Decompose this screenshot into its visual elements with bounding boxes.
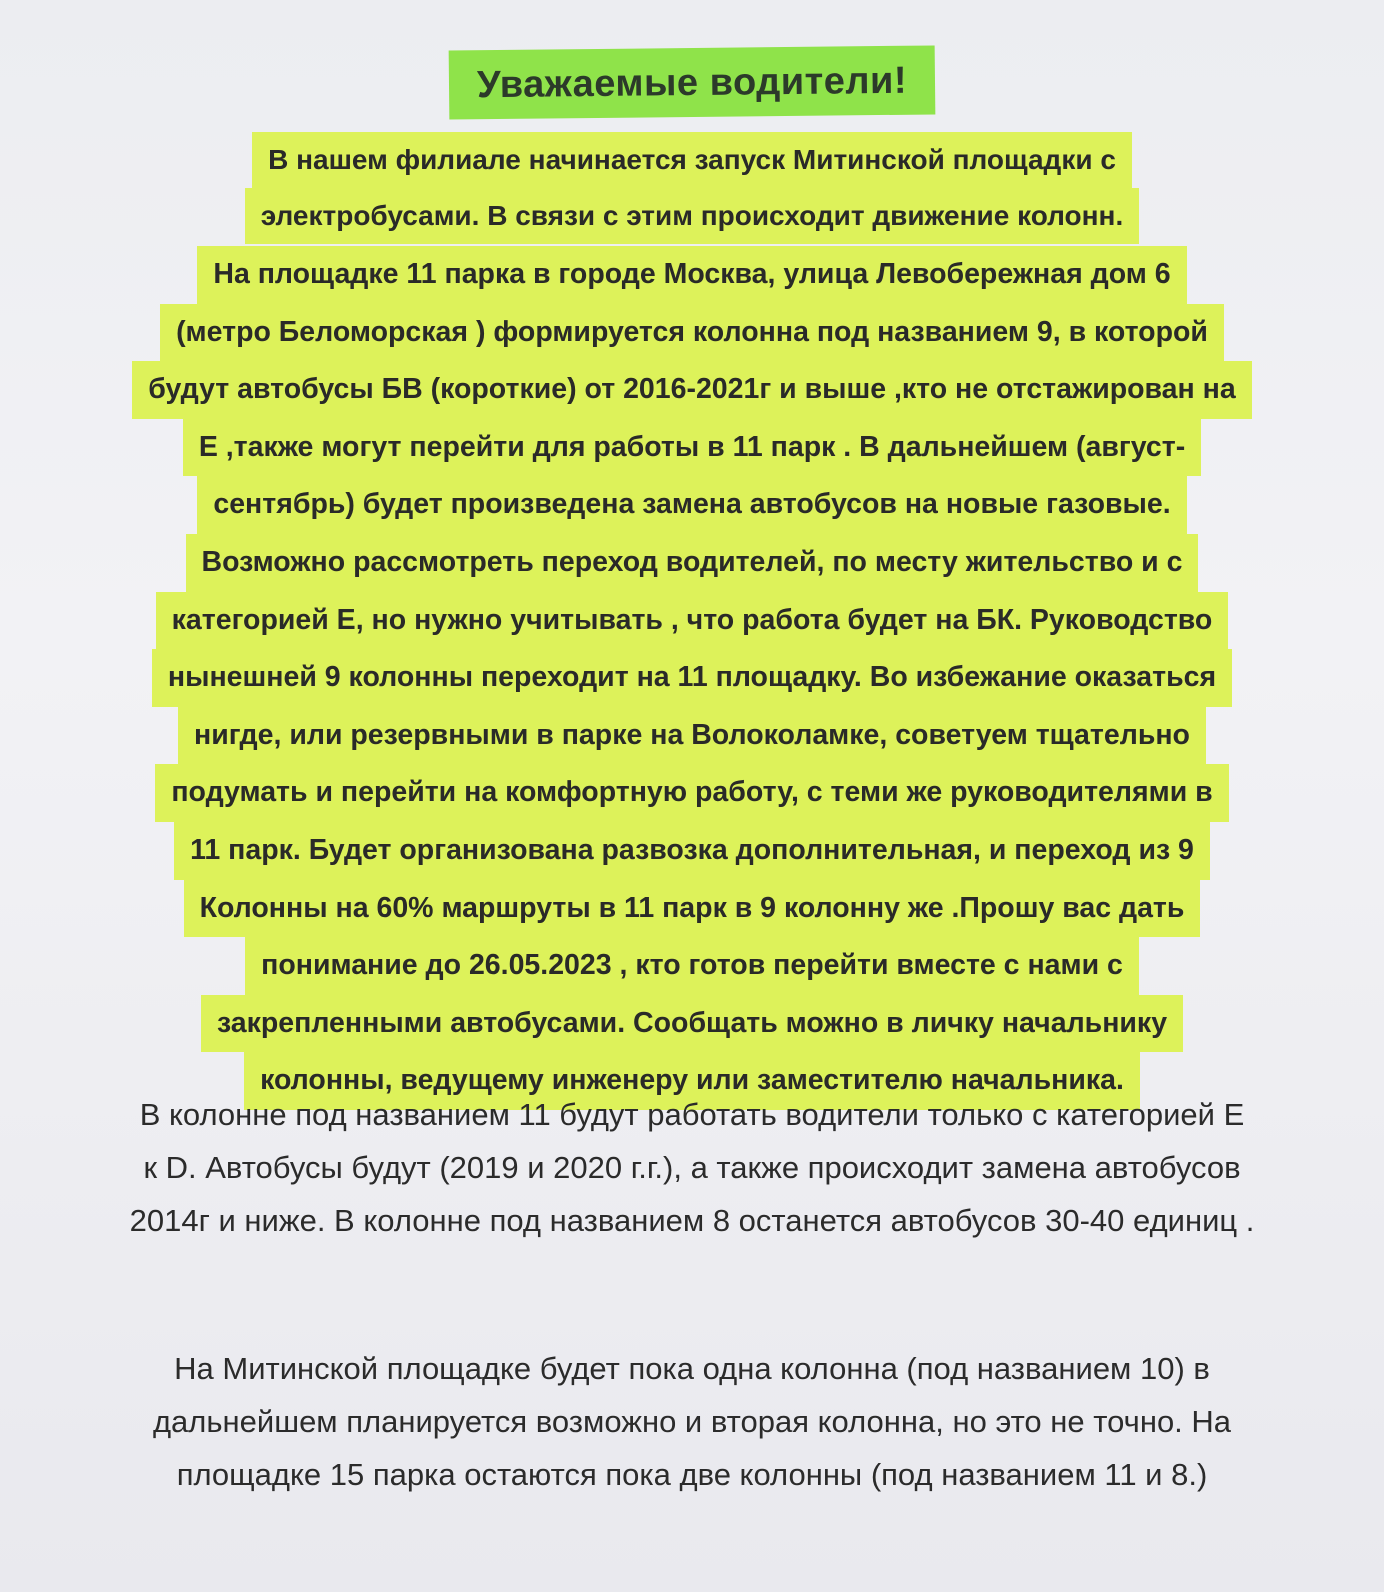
main-paragraph (40, 246, 1344, 1110)
main-line: колонны, ведущему инженеру или заместителю начальника. (244, 1052, 1140, 1110)
paragraph-line: к D. Автобусы будут (2019 и 2020 г.г.), а также происходит замена автобусов (143, 1150, 1241, 1185)
paragraph-line: площадке 15 парка остаются пока две колонны (под названием 11 и 8.) (176, 1457, 1208, 1492)
main-line: Е ,также могут перейти для работы в 11 парк . В дальнейшем (август- (183, 419, 1201, 477)
column-11-paragraph (20, 1088, 1364, 1247)
paragraph-line: На Митинской площадке будет пока одна колонна (под названием 10) в (174, 1351, 1210, 1386)
intro-line: электробусами. В связи с этим происходит движение колонн. (245, 188, 1140, 244)
main-line: будут автобусы БВ (короткие) от 2016-2021г и выше ,кто не отстажирован на (132, 361, 1251, 419)
paragraph-line: 2014г и ниже. В колонне под названием 8 останется автобусов 30-40 единиц . (129, 1203, 1255, 1238)
intro-paragraph (40, 132, 1344, 244)
notice-title: Уважаемые водители! (449, 45, 936, 119)
paragraph-line: В колонне под названием 11 будут работать водители только с категорией Е (139, 1097, 1245, 1132)
main-line: сентябрь) будет произведена замена автобусов на новые газовые. (197, 476, 1186, 534)
main-line: Возможно рассмотреть переход водителей, по месту жительство и с (186, 534, 1199, 592)
main-line: На площадке 11 парка в городе Москва, улица Левобережная дом 6 (197, 246, 1186, 304)
main-line: нынешней 9 колонны переходит на 11 площадку. Во избежание оказаться (152, 649, 1232, 707)
paragraph-line: дальнейшем планируется возможно и вторая колонна, но это не точно. На (152, 1404, 1232, 1439)
main-line: подумать и перейти на комфортную работу, с теми же руководителями в (155, 764, 1228, 822)
main-line: нигде, или резервными в парке на Волоколамке, советуем тщательно (178, 707, 1206, 765)
main-line: понимание до 26.05.2023 , кто готов перейти вместе с нами с (245, 937, 1139, 995)
main-line: закрепленными автобусами. Сообщать можно в личку начальнику (201, 995, 1183, 1053)
intro-line: В нашем филиале начинается запуск Митинской площадки с (252, 132, 1132, 188)
title-area (0, 48, 1384, 117)
main-line: Колонны на 60% маршруты в 11 парк в 9 колонну же .Прошу вас дать (184, 880, 1201, 938)
main-line: 11 парк. Будет организована развозка дополнительная, и переход из 9 (174, 822, 1210, 880)
mitino-site-paragraph (20, 1342, 1364, 1501)
main-line: (метро Беломорская ) формируется колонна под названием 9, в которой (160, 304, 1224, 362)
main-line: категорией Е, но нужно учитывать , что работа будет на БК. Руководство (156, 592, 1229, 650)
